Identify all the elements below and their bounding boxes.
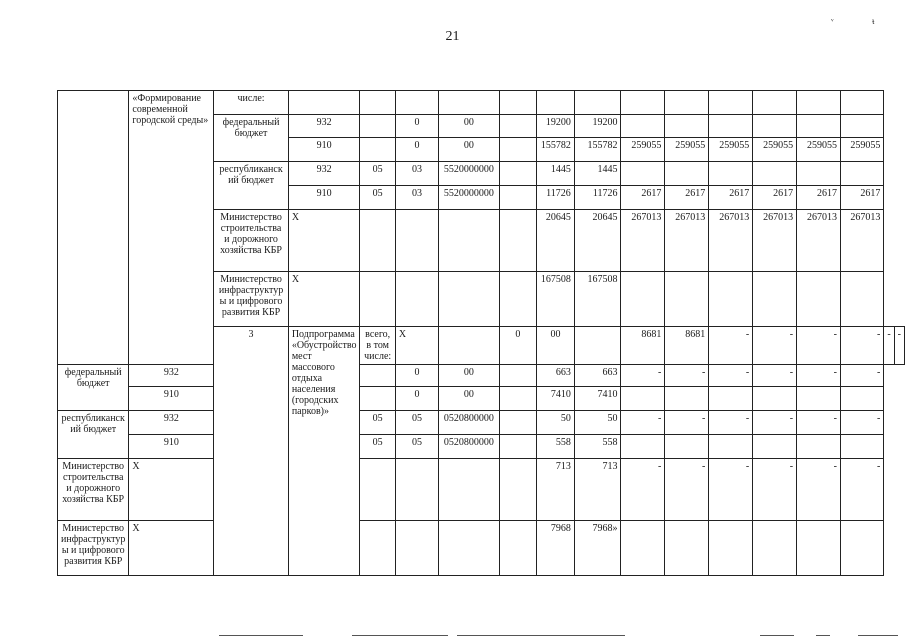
program-name-cell: «Формирование современной городской среды»: [129, 91, 214, 365]
table-cell: 155782: [574, 138, 621, 162]
table-cell: [753, 435, 797, 459]
table-body: [58, 91, 905, 576]
row-number-cell: [58, 91, 129, 365]
table-cell: Х: [129, 459, 214, 521]
table-cell: 932: [129, 365, 214, 387]
table-cell: [499, 162, 537, 186]
scan-speck: ᵼ: [872, 16, 875, 26]
table-cell: 50: [537, 411, 575, 435]
table-cell: [439, 91, 499, 115]
table-cell: 2617: [753, 186, 797, 210]
table-cell: 167508: [537, 272, 575, 327]
table-cell: [574, 91, 621, 115]
table-cell: -: [797, 459, 841, 521]
table-cell: 05: [360, 162, 395, 186]
table-cell: [499, 91, 537, 115]
table-cell: 05: [395, 411, 438, 435]
table-cell: [439, 327, 499, 365]
table-cell: -: [797, 327, 841, 365]
table-cell: 05: [395, 435, 438, 459]
table-cell: 19200: [537, 115, 575, 138]
table-cell: 932: [288, 115, 360, 138]
table-cell: [499, 459, 537, 521]
table-cell: 259055: [665, 138, 709, 162]
source-label-cell: всего, в том числе:: [360, 327, 395, 365]
table-cell: [665, 115, 709, 138]
table-cell: [621, 272, 665, 327]
table-cell: [797, 91, 841, 115]
table-cell: [499, 435, 537, 459]
table-cell: 05: [360, 435, 395, 459]
footer-rule: [760, 635, 794, 636]
budget-table: [57, 90, 905, 576]
table-cell: [499, 186, 537, 210]
table-cell: [499, 138, 537, 162]
table-cell: -: [797, 411, 841, 435]
table-cell: -: [753, 365, 797, 387]
table-cell: 713: [574, 459, 621, 521]
table-cell: [288, 91, 360, 115]
table-cell: -: [753, 327, 797, 365]
table-cell: 03: [395, 162, 438, 186]
table-cell: [709, 435, 753, 459]
table-cell: [753, 521, 797, 576]
table-cell: Х: [129, 521, 214, 576]
table-cell: [360, 115, 395, 138]
table-cell: [395, 91, 438, 115]
table-cell: -: [884, 327, 894, 365]
table-cell: 11726: [574, 186, 621, 210]
table-cell: [753, 115, 797, 138]
table-row: [58, 91, 905, 115]
source-label-cell: федеральный бюджет: [214, 115, 289, 162]
table-cell: 5520000000: [439, 186, 499, 210]
table-row: [58, 365, 905, 387]
table-cell: 267013: [621, 210, 665, 272]
table-cell: 558: [537, 435, 575, 459]
table-cell: [665, 435, 709, 459]
table-cell: [841, 162, 884, 186]
table-cell: [665, 162, 709, 186]
table-cell: [360, 91, 395, 115]
table-cell: 03: [395, 186, 438, 210]
table-cell: [439, 272, 499, 327]
table-cell: 0: [395, 115, 438, 138]
table-cell: 267013: [709, 210, 753, 272]
table-cell: [395, 521, 438, 576]
table-cell: [499, 411, 537, 435]
table-cell: Х: [288, 210, 360, 272]
table-cell: [621, 387, 665, 411]
table-cell: [709, 387, 753, 411]
table-cell: 259055: [797, 138, 841, 162]
table-cell: 267013: [841, 210, 884, 272]
table-cell: 7410: [537, 387, 575, 411]
table-cell: -: [621, 459, 665, 521]
table-cell: [360, 365, 395, 387]
table-cell: [797, 115, 841, 138]
table-cell: 2617: [665, 186, 709, 210]
table-cell: 0520800000: [439, 435, 499, 459]
table-cell: [574, 327, 621, 365]
table-cell: 259055: [841, 138, 884, 162]
table-cell: 00: [439, 365, 499, 387]
table-cell: 910: [129, 435, 214, 459]
table-cell: -: [841, 327, 884, 365]
table-cell: -: [841, 459, 884, 521]
source-label-cell: Министерство строительства и дорожного хозяйства КБР: [58, 459, 129, 521]
table-cell: [753, 91, 797, 115]
table-cell: -: [894, 327, 904, 365]
table-cell: [753, 272, 797, 327]
table-cell: 267013: [753, 210, 797, 272]
table-cell: 663: [537, 365, 575, 387]
table-cell: 00: [439, 387, 499, 411]
table-cell: 7968: [537, 521, 575, 576]
table-cell: -: [709, 327, 753, 365]
table-cell: -: [621, 411, 665, 435]
scan-speck: ᵛ: [831, 16, 834, 26]
source-label-cell: республиканск ий бюджет: [214, 162, 289, 210]
table-cell: [797, 162, 841, 186]
table-cell: [395, 210, 438, 272]
table-cell: [360, 387, 395, 411]
table-cell: 7410: [574, 387, 621, 411]
table-cell: 663: [574, 365, 621, 387]
table-cell: [841, 272, 884, 327]
table-cell: [537, 91, 575, 115]
table-cell: 2617: [621, 186, 665, 210]
table-cell: 05: [360, 186, 395, 210]
table-cell: [395, 272, 438, 327]
source-label-cell: числе:: [214, 91, 289, 115]
table-cell: 259055: [709, 138, 753, 162]
table-cell: [709, 521, 753, 576]
table-cell: [797, 435, 841, 459]
footer-rule: [352, 635, 448, 636]
table-row: [58, 411, 905, 435]
table-cell: [709, 272, 753, 327]
table-cell: [665, 91, 709, 115]
table-cell: -: [753, 459, 797, 521]
table-cell: 0: [395, 138, 438, 162]
table-cell: [797, 521, 841, 576]
source-label-cell: федеральный бюджет: [58, 365, 129, 411]
table-cell: -: [709, 459, 753, 521]
table-cell: [499, 521, 537, 576]
table-cell: 558: [574, 435, 621, 459]
table-cell: [499, 115, 537, 138]
source-label-cell: Министерство инфраструктур ы и цифрового развития КБР: [214, 272, 289, 327]
table-cell: 2617: [797, 186, 841, 210]
table-cell: 1445: [574, 162, 621, 186]
table-cell: 910: [288, 138, 360, 162]
table-cell: [753, 162, 797, 186]
table-cell: 0: [499, 327, 537, 365]
footer-rule: [816, 635, 830, 636]
table-cell: 00: [439, 115, 499, 138]
table-cell: 20645: [537, 210, 575, 272]
table-cell: [499, 365, 537, 387]
table-cell: 00: [439, 138, 499, 162]
table-cell: 50: [574, 411, 621, 435]
program-name-cell: Подпрограмма «Обустройство мест массового отдыха населения (городских парков)»: [288, 327, 360, 576]
table-cell: [665, 272, 709, 327]
table-cell: -: [709, 411, 753, 435]
table-cell: [360, 210, 395, 272]
table-cell: -: [621, 365, 665, 387]
table-cell: [841, 435, 884, 459]
table-cell: [841, 115, 884, 138]
table-cell: 259055: [621, 138, 665, 162]
footer-rule: [858, 635, 898, 636]
table-cell: Х: [288, 272, 360, 327]
table-cell: [499, 387, 537, 411]
table-cell: [797, 387, 841, 411]
table-cell: [841, 387, 884, 411]
table-cell: 8681: [621, 327, 665, 365]
table-cell: [439, 210, 499, 272]
table-cell: [709, 91, 753, 115]
source-label-cell: Министерство строительства и дорожного хозяйства КБР: [214, 210, 289, 272]
table-cell: 155782: [537, 138, 575, 162]
table-cell: -: [753, 411, 797, 435]
table-cell: -: [841, 365, 884, 387]
table-cell: [439, 459, 499, 521]
footer-rule: [457, 635, 625, 636]
table-cell: [439, 521, 499, 576]
row-number-cell: 3: [214, 327, 289, 576]
table-cell: 259055: [753, 138, 797, 162]
table-cell: 932: [129, 411, 214, 435]
table-cell: 11726: [537, 186, 575, 210]
table-cell: 2617: [709, 186, 753, 210]
table-cell: 267013: [665, 210, 709, 272]
table-cell: 8681: [665, 327, 709, 365]
table-cell: -: [665, 411, 709, 435]
table-cell: 932: [288, 162, 360, 186]
page-number: 21: [445, 29, 460, 44]
table-cell: [360, 138, 395, 162]
table-cell: [360, 521, 395, 576]
table-cell: 05: [360, 411, 395, 435]
table-cell: [797, 272, 841, 327]
source-label-cell: республиканск ий бюджет: [58, 411, 129, 459]
table-cell: Х: [395, 327, 438, 365]
table-cell: [621, 162, 665, 186]
table-cell: 2617: [841, 186, 884, 210]
table-cell: 167508: [574, 272, 621, 327]
table-cell: [709, 162, 753, 186]
table-cell: [665, 387, 709, 411]
table-cell: [360, 459, 395, 521]
table-cell: -: [841, 411, 884, 435]
table-row: [58, 387, 905, 411]
table-cell: [709, 115, 753, 138]
table-cell: 0: [395, 365, 438, 387]
table-cell: [395, 459, 438, 521]
footer-rule: [219, 635, 303, 636]
table-cell: 1445: [537, 162, 575, 186]
table-cell: -: [797, 365, 841, 387]
table-cell: 20645: [574, 210, 621, 272]
table-cell: 910: [129, 387, 214, 411]
table-cell: [499, 272, 537, 327]
table-cell: 0: [395, 387, 438, 411]
table-cell: [499, 210, 537, 272]
table-row: [58, 435, 905, 459]
table-cell: 5520000000: [439, 162, 499, 186]
table-cell: 713: [537, 459, 575, 521]
table-cell: [665, 521, 709, 576]
table-cell: 7968»: [574, 521, 621, 576]
table-row: [58, 459, 905, 521]
table-cell: [621, 435, 665, 459]
table-cell: -: [709, 365, 753, 387]
table-cell: [360, 272, 395, 327]
table-cell: [621, 115, 665, 138]
table-row: [58, 521, 905, 576]
table-cell: -: [665, 365, 709, 387]
table-cell: 0520800000: [439, 411, 499, 435]
table-cell: 267013: [797, 210, 841, 272]
table-cell: 00: [537, 327, 575, 365]
table-cell: [841, 91, 884, 115]
table-cell: [753, 387, 797, 411]
table-cell: -: [665, 459, 709, 521]
table-cell: [841, 521, 884, 576]
table-cell: 910: [288, 186, 360, 210]
table-cell: 19200: [574, 115, 621, 138]
table-cell: [621, 521, 665, 576]
table-cell: [621, 91, 665, 115]
source-label-cell: Министерство инфраструктур ы и цифрового развития КБР: [58, 521, 129, 576]
